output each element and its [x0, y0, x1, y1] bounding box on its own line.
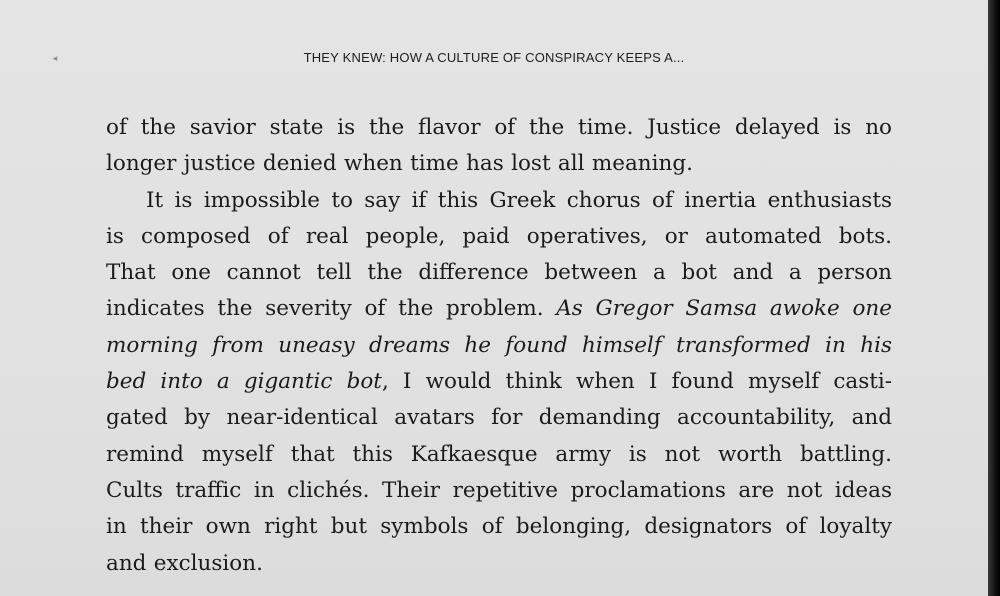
text-line-9 [106, 400, 892, 436]
text-segment: It is impossible to say if this Greek chorus of inertia enthusiasts [146, 187, 892, 213]
text-segment: in their own right but symbols of belonging, designators of loyalty [106, 514, 892, 540]
text-line-12 [106, 509, 892, 545]
text-segment: remind myself that this Kafkaesque army is not worth battling. [106, 441, 892, 467]
text-line-3 [106, 183, 892, 219]
page-body-text [106, 110, 892, 582]
device-bezel [988, 0, 1000, 596]
text-segment: , I would think when I found myself casti- [381, 369, 893, 395]
text-line-7 [106, 328, 892, 364]
text-segment: is composed of real people, paid operatives, or automated bots. [106, 223, 892, 249]
text-line-8 [106, 364, 892, 400]
text-segment: indicates the severity of the problem. [106, 296, 557, 322]
text-segment: longer justice denied when time has lost all meaning. [106, 151, 693, 177]
text-segment-italic: As Gregor Samsa awoke one [556, 296, 892, 322]
text-line-11 [106, 473, 892, 509]
text-line-2 [106, 146, 892, 182]
text-segment: Cults traffic in clichés. Their repetitive proclamations are not ideas [106, 477, 892, 503]
text-line-10 [106, 437, 892, 473]
text-line-1 [106, 110, 892, 146]
text-line-5 [106, 255, 892, 291]
book-title-header: THEY KNEW: HOW A CULTURE OF CONSPIRACY KEEPS A... [303, 50, 685, 65]
text-line-4 [106, 219, 892, 255]
text-segment: of the savior state is the flavor of the time. Justice delayed is no [106, 115, 892, 140]
text-segment: and exclusion. [106, 550, 263, 576]
text-line-13 [106, 546, 892, 582]
text-segment: That one cannot tell the difference between a bot and a person [106, 260, 892, 286]
text-segment-italic: bed into a gigantic bot [106, 369, 382, 395]
text-line-6 [106, 291, 892, 327]
text-segment: gated by near-identical avatars for demanding accountability, and [106, 405, 892, 431]
text-segment-italic: morning from uneasy dreams he found himself transformed in his [106, 332, 892, 358]
bookmark-corner-icon[interactable]: ◂ [52, 54, 58, 64]
